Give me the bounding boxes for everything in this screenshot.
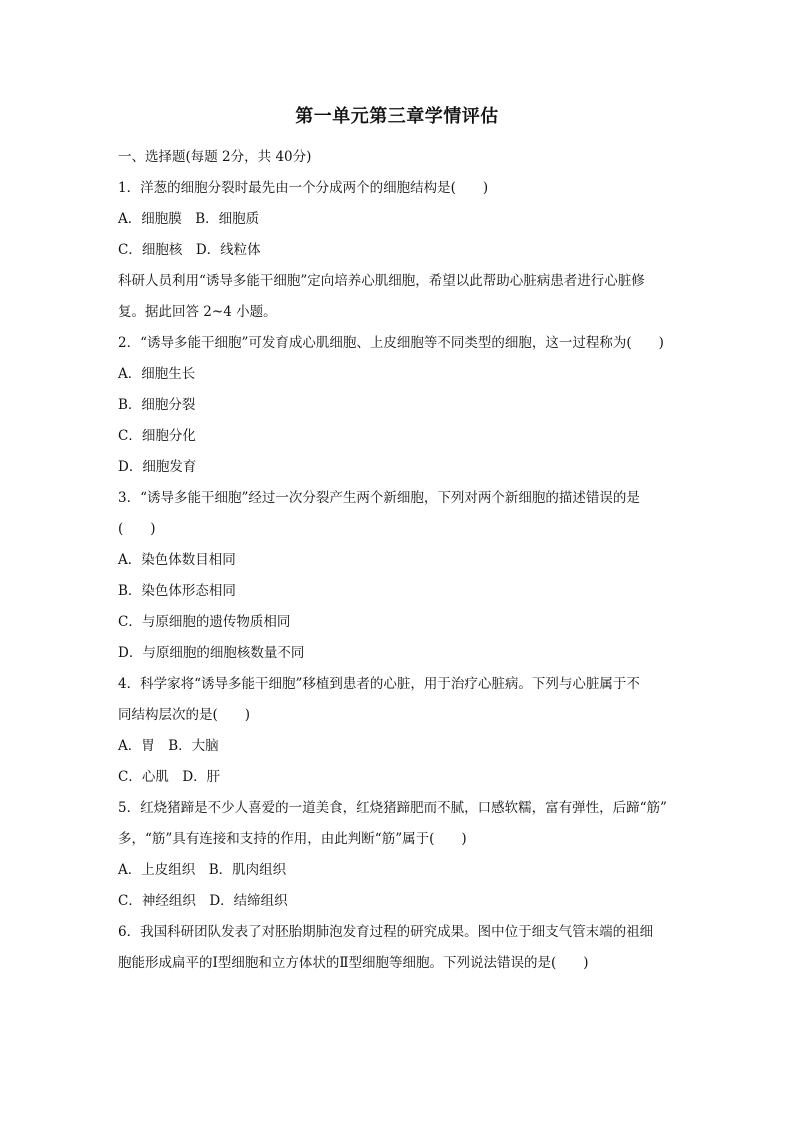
question-2-option-b: B．细胞分裂 — [118, 397, 196, 413]
question-3-stem-line-2: ( ) — [118, 521, 156, 537]
question-4-options-cd: C．心肌 D．肝 — [118, 769, 221, 785]
material-paragraph-line-1: 科研人员利用“诱导多能干细胞”定向培养心肌细胞，希望以此帮助心脏病患者进行心脏修 — [118, 273, 645, 289]
question-4-stem-line-1: 4．科学家将“诱导多能干细胞”移植到患者的心脏，用于治疗心脏病。下列与心脏属于不 — [118, 676, 640, 692]
question-6-stem-line-2: 胞能形成扁平的Ⅰ型细胞和立方体状的Ⅱ型细胞等细胞。下列说法错误的是( ) — [118, 955, 589, 971]
question-2-option-d: D．细胞发育 — [118, 459, 197, 475]
question-4-stem-line-2: 同结构层次的是( ) — [118, 707, 251, 723]
question-1-stem: 1．洋葱的细胞分裂时最先由一个分成两个的细胞结构是( ) — [118, 180, 489, 196]
question-6-stem-line-1: 6．我国科研团队发表了对胚胎期肺泡发育过程的研究成果。图中位于细支气管末端的祖细 — [118, 924, 654, 940]
question-3-stem-line-1: 3．“诱导多能干细胞”经过一次分裂产生两个新细胞，下列对两个新细胞的描述错误的是 — [118, 490, 640, 506]
page-title: 第一单元第三章学情评估 — [295, 106, 499, 127]
question-5-options-cd: C．神经组织 D．结缔组织 — [118, 893, 288, 909]
question-3-option-b: B．染色体形态相同 — [118, 583, 236, 599]
question-5-stem-line-1: 5．红烧猪蹄是不少人喜爱的一道美食，红烧猪蹄肥而不腻，口感软糯，富有弹性，后蹄“筋” — [118, 800, 667, 816]
question-5-stem-line-2: 多，“筋”具有连接和支持的作用，由此判断“筋”属于( ) — [118, 831, 467, 847]
question-2-option-a: A．细胞生长 — [118, 366, 196, 382]
question-4-options-ab: A．胃 B．大脑 — [118, 738, 219, 754]
question-2-stem: 2．“诱导多能干细胞”可发育成心肌细胞、上皮细胞等不同类型的细胞，这一过程称为( ) — [118, 335, 664, 351]
question-3-option-d: D．与原细胞的细胞核数量不同 — [118, 645, 305, 661]
section-heading: 一、选择题(每题 2分，共 40分) — [118, 149, 312, 165]
question-5-options-ab: A．上皮组织 B．肌肉组织 — [118, 862, 287, 878]
question-3-option-a: A．染色体数目相同 — [118, 552, 236, 568]
question-2-option-c: C．细胞分化 — [118, 428, 196, 444]
question-3-option-c: C．与原细胞的遗传物质相同 — [118, 614, 291, 630]
question-1-options-cd: C．细胞核 D．线粒体 — [118, 242, 261, 258]
question-1-options-ab: A．细胞膜 B．细胞质 — [118, 211, 260, 227]
material-paragraph-line-2: 复。据此回答 2~4 小题。 — [118, 304, 277, 320]
